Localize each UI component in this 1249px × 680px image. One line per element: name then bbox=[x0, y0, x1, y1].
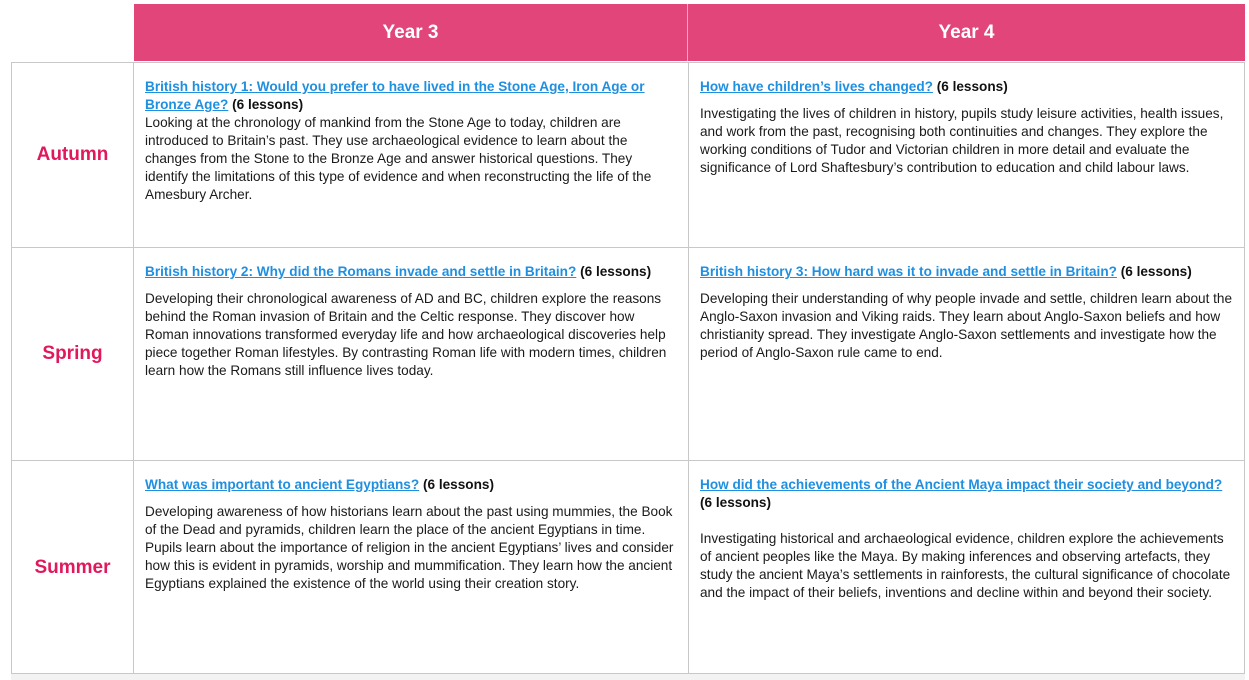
unit-description: Investigating historical and archaeological evidence, children explore the achievements of ancient peoples like the Maya. By making inferences and observing artefacts, they study the ancient Maya’s settlements in rainforests, the cultural significance of chocolate and the impact of their beliefs, inventions and decline within and beyond their society. bbox=[700, 531, 1231, 600]
term-label-autumn: Autumn bbox=[11, 62, 133, 247]
header-year-3: Year 3 bbox=[134, 4, 688, 61]
unit-title-line bbox=[700, 263, 1234, 281]
term-label-spring: Spring bbox=[11, 247, 133, 460]
unit-link[interactable]: What was important to ancient Egyptians? bbox=[145, 477, 420, 492]
unit-link[interactable]: British history 1: Would you prefer to have lived in the Stone Age, Iron Age or Bronze Age? bbox=[145, 79, 645, 112]
cell-spring-year-4 bbox=[688, 247, 1245, 460]
cell-autumn-year-3 bbox=[133, 62, 688, 247]
unit-title-line bbox=[145, 476, 678, 494]
unit-link[interactable]: British history 2: Why did the Romans invade and settle in Britain? bbox=[145, 264, 577, 279]
unit-description: Developing awareness of how historians learn about the past using mummies, the Book of the Dead and pyramids, children learn the place of the ancient Egyptians in time. Pupils learn about the importance of religion in the ancient Egyptians’ lives and consider how this is evident in pyramids, worship and mummification. They learn how the ancient Egyptians explained the existence of the world using their creation story. bbox=[145, 504, 674, 591]
lesson-count: (6 lessons) bbox=[422, 477, 494, 492]
header-year-4: Year 4 bbox=[688, 4, 1245, 61]
unit-title-line bbox=[700, 476, 1234, 512]
unit-title-line bbox=[700, 78, 1234, 96]
unit-title-line bbox=[145, 78, 678, 114]
lesson-count: (6 lessons) bbox=[232, 97, 304, 112]
cell-summer-year-4 bbox=[688, 460, 1245, 674]
unit-description: Investigating the lives of children in history, pupils study leisure activities, health issues, and work from the past, recognising both continuities and changes. They explore the working conditions of Tudor and Victorian children in more detail and evaluate the significance of Lord Shaftesbury’s contribution to education and child labour laws. bbox=[700, 106, 1224, 175]
cell-autumn-year-4 bbox=[688, 62, 1245, 247]
unit-link[interactable]: How have children’s lives changed? bbox=[700, 79, 933, 94]
lesson-count: (6 lessons) bbox=[700, 495, 772, 510]
unit-description: Looking at the chronology of mankind from the Stone Age to today, children are introduced to Britain’s past. They use archaeological evidence to learn about the changes from the Stone to the Bronze Age and answer historical questions. They identify the limitations of this type of evidence and when reconstructing the life of the Amesbury Archer. bbox=[145, 115, 652, 202]
unit-title-line bbox=[145, 263, 678, 281]
lesson-count: (6 lessons) bbox=[1120, 264, 1192, 279]
unit-description: Developing their chronological awareness of AD and BC, children explore the reasons behind the Roman invasion of Britain and the Celtic response. They discover how Roman innovations transformed everyday life and how archaeological discoveries help piece together Roman lifestyles. By contrasting Roman life with modern times, children learn how the Romans still influence lives today. bbox=[145, 291, 667, 378]
unit-description: Developing their understanding of why people invade and settle, children learn about the Anglo-Saxon invasion and Viking raids. They learn about Anglo-Saxon beliefs and how christianity spread. They investigate Anglo-Saxon settlements and investigate how the period of Anglo-Saxon rule came to end. bbox=[700, 291, 1233, 360]
cell-spring-year-3 bbox=[133, 247, 688, 460]
lesson-count: (6 lessons) bbox=[580, 264, 652, 279]
cell-summer-year-3 bbox=[133, 460, 688, 674]
unit-link[interactable]: How did the achievements of the Ancient Maya impact their society and beyond? bbox=[700, 477, 1223, 492]
term-label-summer: Summer bbox=[11, 460, 133, 674]
lesson-count: (6 lessons) bbox=[936, 79, 1008, 94]
unit-link[interactable]: British history 3: How hard was it to invade and settle in Britain? bbox=[700, 264, 1117, 279]
